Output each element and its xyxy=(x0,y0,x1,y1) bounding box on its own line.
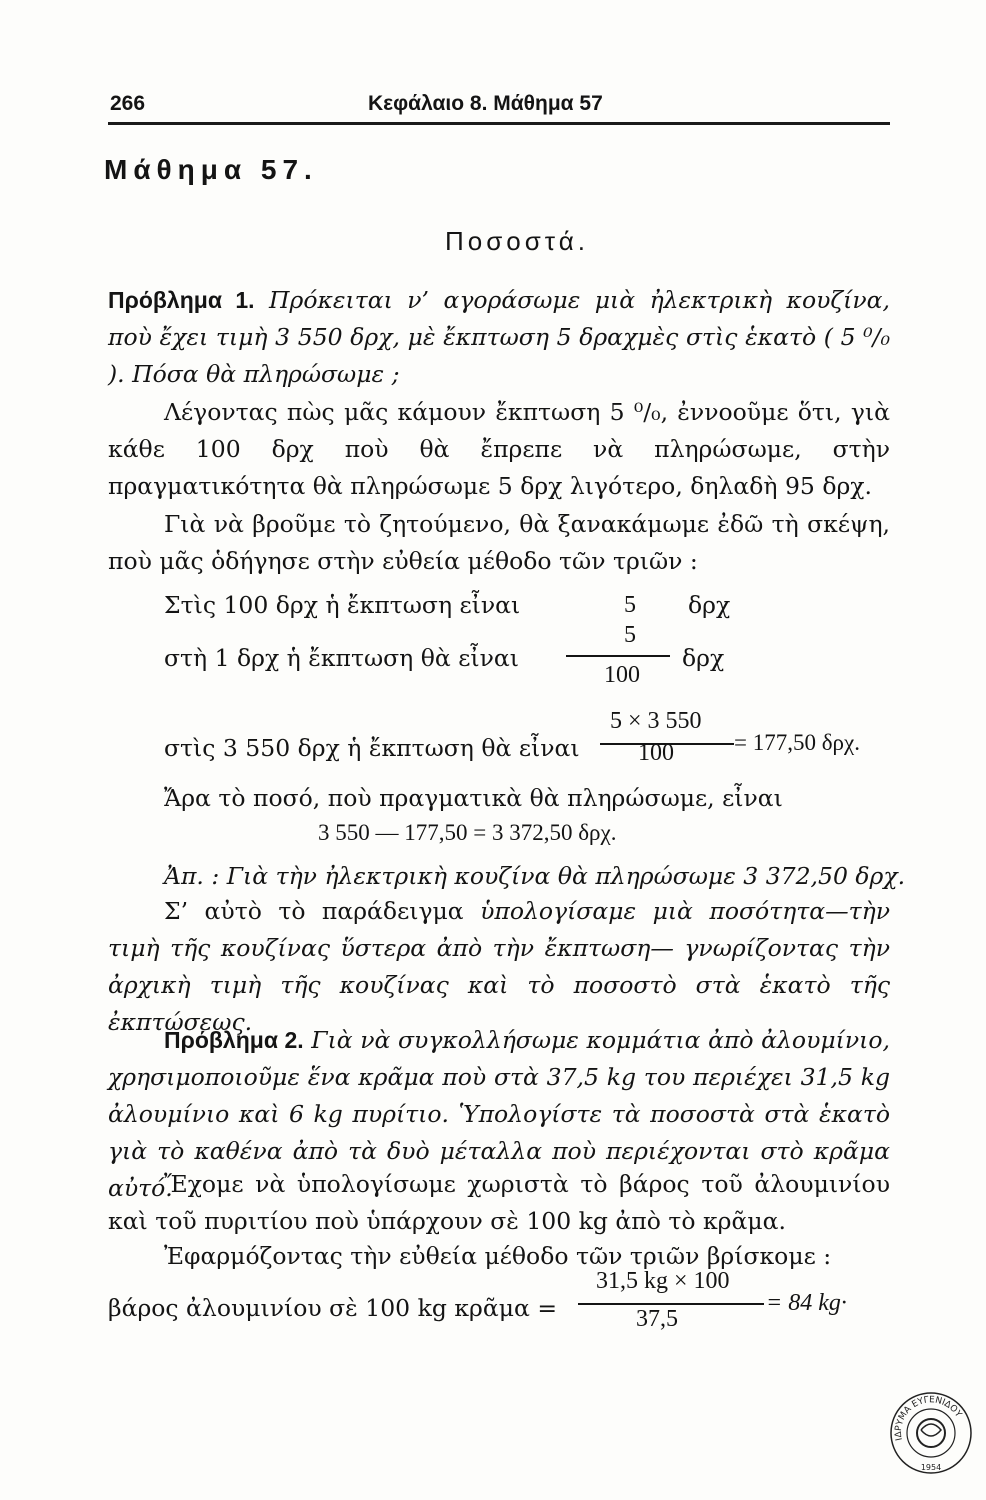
seal-text: ΙΔΡΥΜΑ ΕΥΓΕΝΙΔΟΥ xyxy=(893,1395,964,1442)
problem1-p1-text: Λέγοντας πὼς μᾶς κάμουν ἔκπτωση 5 ⁰/₀, ἐννοοῦμε ὅτι, γιὰ κάθε 100 δρχ ποὺ θὰ ἔπρεπε νὰ πληρώσωμε, στὴν πραγματικότητα θὰ πληρώσωμε 5 δρχ λιγότερο, δηλαδὴ 95 δρχ. xyxy=(108,398,890,500)
problem2-label: Πρόβλημα 2. xyxy=(164,1027,304,1053)
problem2-statement: Γιὰ νὰ συγκολλήσωμε κομμάτια ἀπὸ ἀλουμίνιο, χρησιμοποιοῦμε ἕνα κρᾶμα ποὺ στὰ 37,5 kg του περιέχει 31,5 kg ἀλουμίνιο καὶ 6 kg πυρίτιο. Ὑπολογίστε τὰ ποσοστὰ στὰ ἑκατὸ γιὰ τὸ καθένα ἀπὸ τὰ δυὸ μέταλλα ποὺ περιέχονται στὸ κρᾶμα αὐτό. xyxy=(108,1026,890,1202)
row1-unit: δρχ xyxy=(688,591,731,619)
page-number: 266 xyxy=(110,92,146,115)
formula-denominator: 37,5 xyxy=(636,1306,678,1332)
problem1-statement: Πρόκειται ν’ αγοράσωμε μιὰ ἠλεκτρικὴ κουζίνα, ποὺ ἔχει τιμὴ 3 550 δρχ, μὲ ἔκπτωση 5 δραχμὲς στὶς ἑκατὸ ( 5 ⁰/₀ ). Πόσα θὰ πληρώσωμε ; xyxy=(108,286,890,388)
problem2-paragraph-1 xyxy=(108,1166,890,1240)
problem1-p4-italic: ὑπολογίσαμε μιὰ ποσότητα—τὴν τιμὴ τῆς κουζίνας ὕστερα ἀπὸ τὴν ἔκπτωση— γνωρίζοντας τὴν ἀρχικὴ τιμὴ τῆς κουζίνας καὶ τὸ ποσοστὸ στὰ ἑκατὸ τῆς ἐκπτώσεως. xyxy=(108,897,890,1036)
problem1-p2-text: Γιὰ νὰ βροῦμε τὸ ζητούμενο, θὰ ξανακάμωμε ἐδῶ τὴ σκέψη, ποὺ μᾶς ὁδήγησε στὴν εὐθεία μέθοδο τῶν τριῶν : xyxy=(108,510,890,575)
problem1-answer: Ἀπ. : Γιὰ τὴν ἠλεκτρικὴ κουζίνα θὰ πληρώσωμε 3 372,50 δρχ. xyxy=(164,862,906,890)
problem1-paragraph-3 xyxy=(108,780,890,817)
seal-year: 1954 xyxy=(920,1463,942,1472)
problem1-p3-text: Ἄρα τὸ ποσό, ποὺ πραγματικὰ θὰ πληρώσωμε, εἶναι xyxy=(164,784,783,812)
formula-text: βάρος ἀλουμινίου σὲ 100 kg κρᾶμα = xyxy=(108,1294,558,1322)
problem1-p4-upright: Σ’ αὐτὸ τὸ παράδειγμα xyxy=(164,897,464,925)
row3-result: = 177,50 δρχ. xyxy=(734,730,860,755)
problem1-paragraph-4 xyxy=(108,893,890,1041)
row2-text: στὴ 1 δρχ ἡ ἔκπτωση θὰ εἶναι xyxy=(164,644,519,672)
running-title: Κεφάλαιο 8. Μάθημα 57 xyxy=(368,92,603,115)
row3-text: στὶς 3 550 δρχ ἡ ἔκπτωση θὰ εἶναι xyxy=(164,734,580,762)
problem1-label: Πρόβλημα 1. xyxy=(108,287,255,313)
row2-numerator: 5 xyxy=(624,622,636,648)
formula-result: = 84 kg· xyxy=(766,1290,847,1316)
section-title: Ποσοστά. xyxy=(445,226,589,256)
row1-value: 5 xyxy=(624,592,636,618)
problem1-statement-block xyxy=(108,282,890,393)
row2-fraction-bar xyxy=(566,655,670,657)
header-rule xyxy=(108,122,890,125)
formula-fraction-bar xyxy=(578,1303,764,1305)
formula-numerator: 31,5 kg × 100 xyxy=(596,1268,730,1294)
problem1-paragraph-2 xyxy=(108,506,890,580)
row3-denominator: 100 xyxy=(638,740,674,766)
problem1-paragraph-1 xyxy=(108,394,890,505)
problem2-p1-text: Ἔχομε νὰ ὑπολογίσωμε χωριστὰ τὸ βάρος τοῦ ἀλουμινίου καὶ τοῦ πυριτίου ποὺ ὑπάρχουν σὲ 100 kg ἀπὸ τὸ κρᾶμα. xyxy=(108,1170,890,1235)
row1-text: Στὶς 100 δρχ ἡ ἔκπτωση εἶναι xyxy=(164,591,521,619)
problem1-calc: 3 550 — 177,50 = 3 372,50 δρχ. xyxy=(318,820,617,845)
row2-denominator: 100 xyxy=(604,662,640,688)
foundation-seal-icon xyxy=(888,1390,974,1476)
row3-numerator: 5 × 3 550 xyxy=(610,708,702,734)
problem2-paragraph-2 xyxy=(108,1238,890,1275)
row2-unit: δρχ xyxy=(682,644,725,672)
lesson-title: Μάθημα 57. xyxy=(104,154,318,185)
problem2-p2-text: Ἐφαρμόζοντας τὴν εὐθεία μέθοδο τῶν τριῶν βρίσκομε : xyxy=(164,1242,832,1270)
